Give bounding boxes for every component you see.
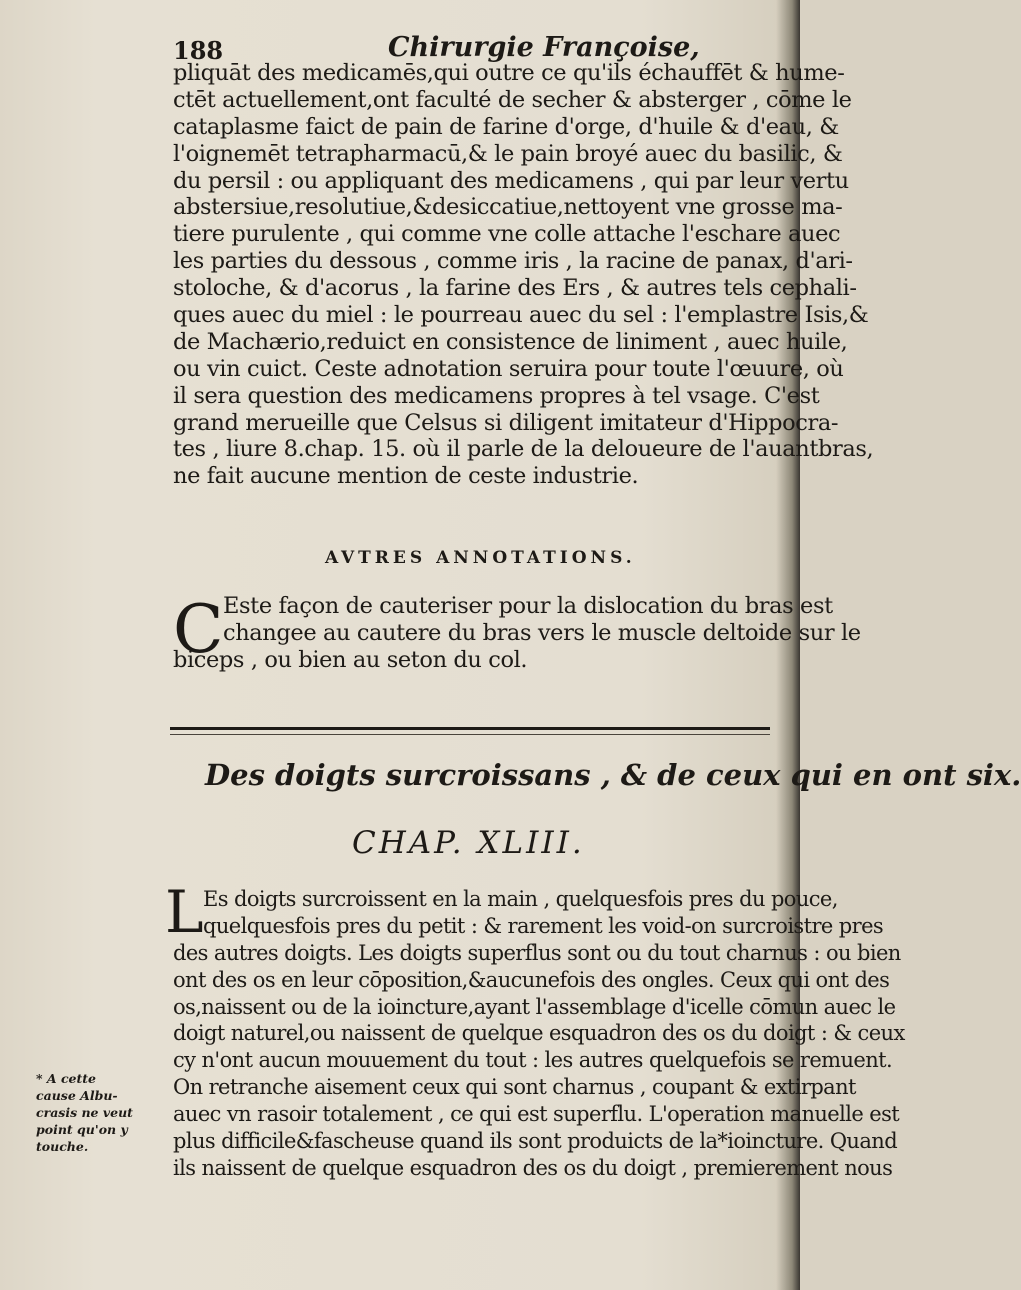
text-line: cataplasme faict de pain de farine d'orge, d'huile & d'eau, & — [173, 113, 839, 140]
margin-note-line: * A cette — [36, 1071, 97, 1086]
text-line: ctēt actuellement,ont faculté de secher & absterger , cōme le — [173, 86, 852, 113]
margin-note-line: point qu'on y — [36, 1122, 128, 1137]
text-line: cy n'ont aucun mouuement du tout : les autres quelquefois se remuent. — [173, 1048, 893, 1073]
text-line: ont des os en leur cōposition,&aucunefois des ongles. Ceux qui ont des — [173, 967, 890, 992]
annotation-paragraph — [173, 60, 874, 490]
text-line: ils naissent de quelque esquadron des os du doigt , premierement nous — [173, 1155, 893, 1180]
text-line: des autres doigts. Les doigts superflus sont ou du tout charnus : ou bien — [173, 940, 901, 965]
text-line: de Machærio,reduict en consistence de liniment , auec huile, — [173, 328, 848, 355]
text-line: grand merueille que Celsus si diligent imitateur d'Hippocra- — [173, 409, 839, 436]
chapter-paragraph — [173, 886, 905, 1182]
text-line: ques auec du miel : le pourreau auec du sel : l'emplastre Isis,& — [173, 302, 869, 329]
text-line: les parties du dessous , comme iris , la racine de panax, d'ari- — [173, 248, 853, 275]
text-line: il sera question des medicamens propres à tel vsage. C'est — [173, 382, 820, 409]
text-line: du persil : ou appliquant des medicamens , qui par leur vertu — [173, 167, 849, 194]
margin-note-line: cause Albu- — [36, 1088, 118, 1103]
text-line: On retranche aisement ceux qui sont charnus , coupant & extirpant — [173, 1075, 856, 1100]
drop-cap: L — [165, 878, 204, 946]
text-line: doigt naturel,ou naissent de quelque esquadron des os du doigt : & ceux — [173, 1021, 905, 1046]
text-line: auec vn rasoir totalement , ce qui est superflu. L'operation manuelle est — [173, 1102, 900, 1127]
text-line: stoloche, & d'acorus , la farine des Ers , & autres tels cephali- — [173, 275, 857, 302]
divider-rule-thin — [170, 734, 770, 735]
text-line: tiere purulente , qui comme vne colle attache l'eschare auec — [173, 221, 841, 248]
text-line: abstersiue,resolutiue,&desiccatiue,nettoyent vne grosse ma- — [173, 194, 843, 221]
text-line: quelquesfois pres du petit : & rarement les void-on surcroistre pres — [203, 913, 884, 938]
text-line: Es doigts surcroissent en la main , quelquesfois pres du pouce, — [203, 887, 838, 911]
divider-rule — [170, 727, 770, 730]
running-title: Chirurgie Françoise, — [388, 32, 700, 63]
text-line: Este façon de cauteriser pour la dislocation du bras est — [223, 593, 833, 619]
drop-cap: C — [173, 591, 224, 668]
text-line: ne fait aucune mention de ceste industrie. — [173, 463, 639, 490]
section-heading: AVTRES ANNOTATIONS. — [325, 548, 636, 568]
text-line: pliquāt des medicamēs,qui outre ce qu'ils échauffēt & hume- — [173, 60, 845, 86]
margin-note-line: touche. — [36, 1139, 89, 1154]
text-line: l'oignemēt tetrapharmacū,& le pain broyé auec du basilic, & — [173, 140, 843, 167]
chapter-title: Des doigts surcroissans , & de ceux qui en ont six. — [205, 758, 1021, 792]
text-line: changee au cautere du bras vers le muscle deltoide sur le — [223, 619, 861, 646]
text-line: os,naissent ou de la ioincture,ayant l'assemblage d'icelle cōmun auec le — [173, 994, 896, 1019]
page-number: 188 — [173, 36, 224, 65]
text-line: ou vin cuict. Ceste adnotation seruira pour toute l'œuure, où — [173, 355, 844, 382]
text-line: plus difficile&fascheuse quand ils sont produicts de la*ioincture. Quand — [173, 1129, 898, 1154]
other-annotations-paragraph — [173, 593, 861, 674]
text-line: biceps , ou bien au seton du col. — [173, 646, 528, 673]
text-line: tes , liure 8.chap. 15. où il parle de la delouеure de l'auantbras, — [173, 436, 874, 463]
chapter-number: CHAP. XLIII. — [352, 825, 585, 861]
margin-note-line: crasis ne veut — [36, 1105, 133, 1120]
margin-note — [36, 1070, 164, 1155]
